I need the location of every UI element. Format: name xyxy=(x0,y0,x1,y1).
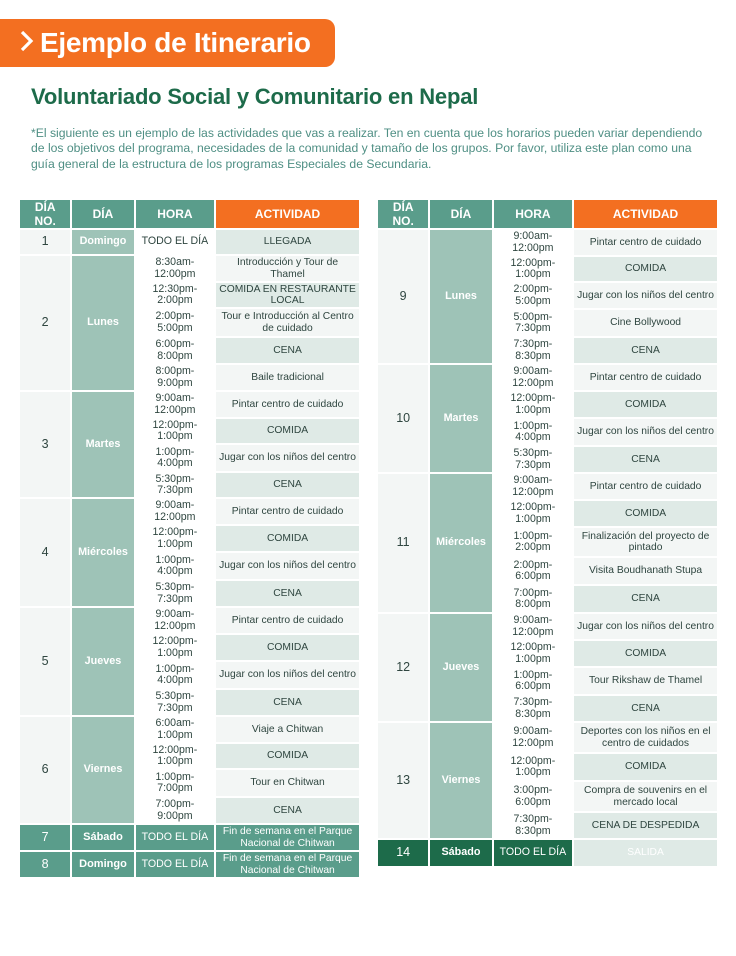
time-cell: 12:00pm-1:00pm xyxy=(494,754,572,780)
time-cell: 12:00pm-1:00pm xyxy=(136,744,214,768)
time-cell: 1:00pm-4:00pm xyxy=(136,553,214,579)
time-cell: 5:30pm-7:30pm xyxy=(136,473,214,497)
activity-cell: COMIDA xyxy=(574,501,717,526)
day-number: 1 xyxy=(20,230,70,254)
day-name: Lunes xyxy=(72,256,133,390)
time-cell: TODO EL DÍA xyxy=(136,825,214,850)
activity-row xyxy=(378,558,717,584)
time-cell: TODO EL DÍA xyxy=(136,230,214,254)
activity-cell: Pintar centro de cuidado xyxy=(216,499,359,524)
time-cell: 7:30pm-8:30pm xyxy=(494,813,572,838)
activity-cell: Jugar con los niños del centro xyxy=(216,553,359,579)
table-header-row xyxy=(20,200,359,228)
day-name: Jueves xyxy=(72,608,133,715)
time-cell: 12:00pm-1:00pm xyxy=(136,635,214,660)
day-name: Viernes xyxy=(72,717,133,823)
activity-cell: COMIDA xyxy=(574,641,717,666)
day-number: 13 xyxy=(378,723,428,838)
activity-row xyxy=(20,365,359,390)
activity-cell: Compra de souvenirs en el mercado local xyxy=(574,782,717,811)
activity-cell: SALIDA xyxy=(574,840,717,866)
day-number: 14 xyxy=(378,840,428,866)
col-dia: DÍA xyxy=(430,200,491,228)
activity-row xyxy=(378,528,717,556)
activity-cell: COMIDA xyxy=(216,744,359,768)
activity-cell: CENA DE DESPEDIDA xyxy=(574,813,717,838)
activity-row xyxy=(378,641,717,666)
activity-cell: CENA xyxy=(574,338,717,363)
activity-cell: Visita Boudhanath Stupa xyxy=(574,558,717,584)
day-number: 5 xyxy=(20,608,70,715)
activity-cell: CENA xyxy=(216,473,359,497)
activity-row xyxy=(378,723,717,752)
activity-cell: Fin de semana en el Parque Nacional de Chitwan xyxy=(216,852,359,877)
day-number: 11 xyxy=(378,474,428,612)
day-row xyxy=(20,852,359,877)
day-name: Domingo xyxy=(72,852,133,877)
activity-cell: CENA xyxy=(216,338,359,363)
activity-cell: Jugar con los niños del centro xyxy=(574,614,717,639)
activity-row xyxy=(20,744,359,768)
activity-row xyxy=(378,754,717,780)
day-number: 3 xyxy=(20,392,70,497)
activity-row xyxy=(378,310,717,336)
time-cell: 12:00pm-1:00pm xyxy=(494,501,572,526)
activity-cell: COMIDA xyxy=(574,257,717,281)
time-cell: 5:30pm-7:30pm xyxy=(494,447,572,472)
activity-row xyxy=(20,309,359,336)
activity-cell: COMIDA xyxy=(216,635,359,660)
activity-row xyxy=(20,419,359,443)
time-cell: 9:00am-12:00pm xyxy=(494,230,572,255)
activity-cell: Pintar centro de cuidado xyxy=(574,474,717,499)
day-name: Jueves xyxy=(430,614,491,721)
activity-row xyxy=(20,581,359,606)
day-number: 4 xyxy=(20,499,70,606)
chevron-right-icon xyxy=(19,30,35,52)
activity-row xyxy=(20,798,359,823)
day-number: 12 xyxy=(378,614,428,721)
activity-row xyxy=(378,668,717,694)
time-cell: 9:00am-12:00pm xyxy=(494,474,572,499)
time-cell: 1:00pm-6:00pm xyxy=(494,668,572,694)
activity-cell: Pintar centro de cuidado xyxy=(574,365,717,390)
time-cell: 9:00am-12:00pm xyxy=(136,499,214,524)
activity-row xyxy=(20,770,359,796)
activity-cell: COMIDA xyxy=(216,526,359,551)
activity-row xyxy=(20,608,359,633)
activity-row xyxy=(20,338,359,363)
activity-row xyxy=(378,614,717,639)
activity-cell: Deportes con los niños en el centro de cuidados xyxy=(574,723,717,752)
time-cell: 7:30pm-8:30pm xyxy=(494,338,572,363)
activity-cell: COMIDA xyxy=(574,754,717,780)
activity-cell: CENA xyxy=(216,581,359,606)
time-cell: 7:30pm-8:30pm xyxy=(494,696,572,721)
activity-cell: Tour Rikshaw de Thamel xyxy=(574,668,717,694)
activity-cell: CENA xyxy=(574,586,717,612)
activity-row xyxy=(378,696,717,721)
time-cell: 7:00pm-8:00pm xyxy=(494,586,572,612)
activity-cell: Jugar con los niños del centro xyxy=(216,662,359,688)
day-number: 6 xyxy=(20,717,70,823)
time-cell: 6:00pm-8:00pm xyxy=(136,338,214,363)
activity-row xyxy=(20,717,359,742)
col-dia-no: DÍA NO. xyxy=(378,200,428,228)
day-row xyxy=(378,840,717,866)
activity-cell: Fin de semana en el Parque Nacional de Chitwan xyxy=(216,825,359,850)
time-cell: 5:30pm-7:30pm xyxy=(136,581,214,606)
time-cell: 8:00pm-9:00pm xyxy=(136,365,214,390)
col-dia: DÍA xyxy=(72,200,133,228)
time-cell: 9:00am-12:00pm xyxy=(494,614,572,639)
activity-cell: Cine Bollywood xyxy=(574,310,717,336)
time-cell: 8:30am-12:00pm xyxy=(136,256,214,281)
time-cell: TODO EL DÍA xyxy=(494,840,572,866)
time-cell: 12:00pm-1:00pm xyxy=(136,419,214,443)
day-name: Miércoles xyxy=(72,499,133,606)
day-number: 10 xyxy=(378,365,428,472)
time-cell: 12:30pm-2:00pm xyxy=(136,283,214,307)
activity-row xyxy=(378,586,717,612)
activity-row xyxy=(20,392,359,417)
time-cell: 6:00am-1:00pm xyxy=(136,717,214,742)
activity-row xyxy=(20,283,359,307)
activity-cell: Tour e Introducción al Centro de cuidado xyxy=(216,309,359,336)
activity-cell: CENA xyxy=(216,690,359,715)
activity-cell: CENA xyxy=(574,696,717,721)
time-cell: 7:00pm-9:00pm xyxy=(136,798,214,823)
schedule-table-left xyxy=(18,198,361,879)
activity-row xyxy=(20,662,359,688)
page-title: Voluntariado Social y Comunitario en Nepal xyxy=(31,84,479,109)
activity-cell: Jugar con los niños del centro xyxy=(574,283,717,308)
col-actividad: ACTIVIDAD xyxy=(574,200,717,228)
time-cell: 1:00pm-4:00pm xyxy=(494,419,572,445)
activity-row xyxy=(378,419,717,445)
day-name: Miércoles xyxy=(430,474,491,612)
time-cell: 2:00pm-6:00pm xyxy=(494,558,572,584)
activity-row xyxy=(378,283,717,308)
activity-row xyxy=(378,338,717,363)
day-number: 8 xyxy=(20,852,70,877)
activity-cell: COMIDA xyxy=(216,419,359,443)
activity-cell: Pintar centro de cuidado xyxy=(574,230,717,255)
activity-row xyxy=(20,635,359,660)
day-name: Lunes xyxy=(430,230,491,363)
day-name: Viernes xyxy=(430,723,491,838)
time-cell: 12:00pm-1:00pm xyxy=(494,392,572,417)
activity-row xyxy=(20,445,359,471)
day-row xyxy=(20,825,359,850)
activity-cell: Jugar con los niños del centro xyxy=(574,419,717,445)
day-name: Martes xyxy=(72,392,133,497)
activity-row xyxy=(378,813,717,838)
time-cell: 9:00am-12:00pm xyxy=(494,365,572,390)
activity-cell: Baile tradicional xyxy=(216,365,359,390)
activity-cell: CENA xyxy=(574,447,717,472)
col-actividad: ACTIVIDAD xyxy=(216,200,359,228)
activity-row xyxy=(378,447,717,472)
time-cell: 1:00pm-4:00pm xyxy=(136,445,214,471)
activity-row xyxy=(378,365,717,390)
intro-text: *El siguiente es un ejemplo de las actividades que vas a realizar. Ten en cuenta que los horarios pueden variar dependiendo de los objetivos del programa, necesidades de la comunidad y tamaño de los grupos. Por favor, utiliza este plan como una guía general de la estructura de los programas Especiales de Secundaria. xyxy=(31,126,703,171)
activity-row xyxy=(20,553,359,579)
time-cell: 3:00pm-6:00pm xyxy=(494,782,572,811)
activity-row xyxy=(378,392,717,417)
activity-row xyxy=(378,257,717,281)
time-cell: 9:00am-12:00pm xyxy=(494,723,572,752)
activity-cell: Introducción y Tour de Thamel xyxy=(216,256,359,281)
activity-row xyxy=(20,499,359,524)
activity-row xyxy=(20,690,359,715)
activity-cell: Pintar centro de cuidado xyxy=(216,608,359,633)
time-cell: 1:00pm-4:00pm xyxy=(136,662,214,688)
time-cell: 12:00pm-1:00pm xyxy=(494,641,572,666)
day-number: 2 xyxy=(20,256,70,390)
day-number: 9 xyxy=(378,230,428,363)
activity-cell: COMIDA EN RESTAURANTE LOCAL xyxy=(216,283,359,307)
day-name: Martes xyxy=(430,365,491,472)
day-number: 7 xyxy=(20,825,70,850)
activity-cell: Finalización del proyecto de pintado xyxy=(574,528,717,556)
activity-row xyxy=(378,501,717,526)
schedule-table-right xyxy=(376,198,719,868)
banner-title: Ejemplo de Itinerario xyxy=(40,27,311,58)
activity-cell: Pintar centro de cuidado xyxy=(216,392,359,417)
col-hora: HORA xyxy=(494,200,572,228)
activity-cell: CENA xyxy=(216,798,359,823)
time-cell: 12:00pm-1:00pm xyxy=(136,526,214,551)
activity-cell: Tour en Chitwan xyxy=(216,770,359,796)
time-cell: TODO EL DÍA xyxy=(136,852,214,877)
day-name: Domingo xyxy=(72,230,133,254)
time-cell: 2:00pm-5:00pm xyxy=(494,283,572,308)
activity-cell: LLEGADA xyxy=(216,230,359,254)
activity-row xyxy=(378,782,717,811)
col-dia-no: DÍA NO. xyxy=(20,200,70,228)
table-header-row xyxy=(378,200,717,228)
activity-row xyxy=(20,473,359,497)
time-cell: 1:00pm-7:00pm xyxy=(136,770,214,796)
time-cell: 12:00pm-1:00pm xyxy=(494,257,572,281)
day-row xyxy=(20,230,359,254)
time-cell: 2:00pm-5:00pm xyxy=(136,309,214,336)
time-cell: 1:00pm-2:00pm xyxy=(494,528,572,556)
activity-row xyxy=(20,526,359,551)
time-cell: 9:00am-12:00pm xyxy=(136,392,214,417)
activity-row xyxy=(378,474,717,499)
activity-cell: Jugar con los niños del centro xyxy=(216,445,359,471)
activity-row xyxy=(20,256,359,281)
time-cell: 5:00pm-7:30pm xyxy=(494,310,572,336)
time-cell: 5:30pm-7:30pm xyxy=(136,690,214,715)
activity-row xyxy=(378,230,717,255)
activity-cell: Viaje a Chitwan xyxy=(216,717,359,742)
activity-cell: COMIDA xyxy=(574,392,717,417)
day-name: Sábado xyxy=(72,825,133,850)
day-name: Sábado xyxy=(430,840,491,866)
col-hora: HORA xyxy=(136,200,214,228)
time-cell: 9:00am-12:00pm xyxy=(136,608,214,633)
